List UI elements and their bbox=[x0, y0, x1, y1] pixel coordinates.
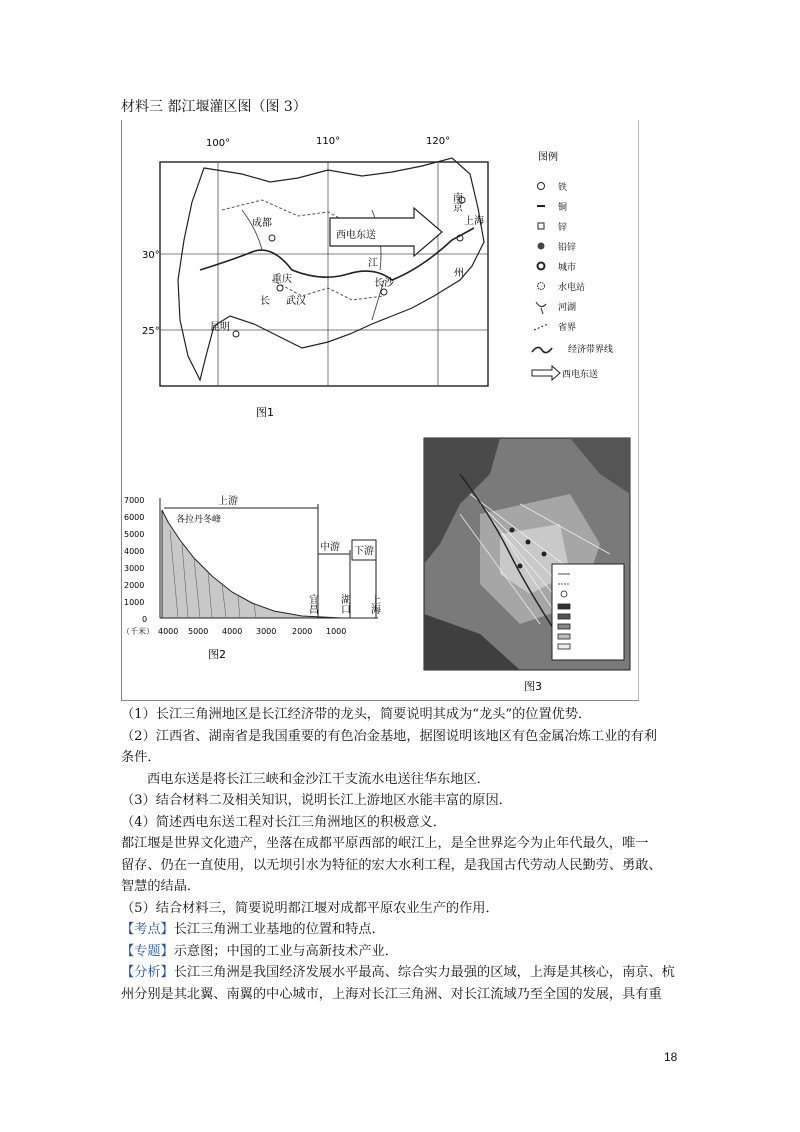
svg-text:河湖: 河湖 bbox=[558, 303, 577, 313]
question-1: （1）长江三角洲地区是长江经济带的龙头，简要说明其成为“龙头”的位置优势． bbox=[121, 707, 592, 722]
fenxi-text: 长江三角洲是我国经济发展水平最高、综合实力最强的区域，上海是其核心，南京、杭 bbox=[173, 965, 675, 980]
svg-text:西电东送: 西电东送 bbox=[562, 370, 599, 380]
svg-text:铜: 铜 bbox=[558, 203, 568, 213]
place-chang: 长 bbox=[260, 296, 270, 307]
svg-text:3000: 3000 bbox=[256, 627, 277, 636]
legend-item-copper bbox=[537, 201, 567, 213]
legend-item-province-border bbox=[534, 321, 576, 333]
material-paragraph-line-1: 都江堰是世界文化遗产，坐落在成都平原西部的岷江上，是全世界迄今为止年代最久，唯一 bbox=[121, 836, 649, 851]
place-yichang: 宜昌 bbox=[306, 594, 318, 614]
fenxi-line-2: 州分别是其北翼、南翼的中心城市，上海对长江三角洲、对长江流域乃至全国的发展，具有重 bbox=[121, 986, 662, 1002]
legend-item-hydropower bbox=[538, 281, 586, 293]
lon-label-100: 100° bbox=[206, 138, 231, 149]
lat-label-30: 30° bbox=[142, 250, 160, 261]
svg-text:经济带界线: 经济带界线 bbox=[568, 345, 614, 355]
question-2-line-2: 条件． bbox=[121, 750, 161, 765]
place-shanghai-profile: 上海 bbox=[368, 594, 380, 614]
arrow-label: 西电东送 bbox=[336, 230, 376, 241]
page-number: 18 bbox=[664, 1050, 678, 1064]
svg-text:城市: 城市 bbox=[558, 263, 577, 273]
place-kunming: 昆明 bbox=[210, 322, 230, 333]
lon-label-110: 110° bbox=[316, 136, 341, 147]
place-zhou: 州 bbox=[454, 268, 464, 279]
figure-block bbox=[121, 120, 639, 701]
city-marker bbox=[277, 285, 283, 291]
city-marker bbox=[269, 235, 275, 241]
place-jiang: 江 bbox=[368, 258, 378, 269]
legend-item-lead-zinc bbox=[538, 241, 577, 253]
zhuanti-text: 示意图；中国的工业与高新技术产业． bbox=[173, 943, 398, 959]
lat-label-25: 25° bbox=[142, 326, 160, 337]
svg-text:6000: 6000 bbox=[124, 513, 145, 522]
segment-middle: 中游 bbox=[320, 542, 340, 553]
peak-label: 各拉丹冬峰 bbox=[176, 515, 222, 525]
tributary bbox=[242, 210, 262, 250]
svg-text:3000: 3000 bbox=[124, 564, 145, 573]
legend-item-zinc bbox=[538, 221, 567, 233]
place-chengdu: 成都 bbox=[252, 218, 272, 229]
material-intro: 西电东送是将长江三峡和金沙江干支流水电送往华东地区． bbox=[147, 771, 490, 787]
legend-item-river-lake bbox=[536, 301, 576, 314]
svg-text:4000: 4000 bbox=[158, 627, 179, 636]
place-chongqing: 重庆 bbox=[272, 274, 292, 285]
legend-item-city bbox=[538, 261, 577, 273]
material-paragraph-line-2: 留存、仍在一直使用，以无坝引水为特征的宏大水利工程，是我国古代劳动人民勤劳、勇敢、 bbox=[121, 857, 662, 873]
svg-text:2000: 2000 bbox=[292, 627, 313, 636]
kaodian-tag: 【考点】 bbox=[121, 922, 174, 937]
place-shanghai: 上海 bbox=[464, 216, 484, 227]
figure2-caption: 图2 bbox=[208, 648, 226, 660]
question-5: （5）结合材料三，简要说明都江堰对成都平原农业生产的作用． bbox=[121, 900, 499, 916]
x-axis-ticks bbox=[122, 626, 346, 636]
svg-text:铅锌: 铅锌 bbox=[558, 243, 577, 253]
svg-text:5000: 5000 bbox=[124, 530, 145, 539]
svg-text:（千米）: （千米） bbox=[122, 627, 154, 636]
place-wuhan: 武汉 bbox=[286, 296, 306, 307]
svg-text:锌: 锌 bbox=[558, 223, 568, 233]
svg-text:4000: 4000 bbox=[124, 547, 145, 556]
segment-lower: 下游 bbox=[354, 546, 374, 557]
svg-text:1000: 1000 bbox=[326, 627, 347, 636]
zhuanti-line bbox=[121, 941, 681, 963]
svg-text:水电站: 水电站 bbox=[558, 283, 586, 293]
place-hukou: 湖口 bbox=[338, 594, 350, 614]
city-marker bbox=[381, 289, 387, 295]
svg-text:2000: 2000 bbox=[124, 581, 145, 590]
page-title: 材料三 都江堰灌区图（图 3） bbox=[121, 99, 307, 115]
legend-item-economic-belt-border bbox=[532, 343, 613, 355]
svg-text:7000: 7000 bbox=[124, 496, 145, 505]
kaodian-text: 长江三角洲工业基地的位置和特点． bbox=[173, 922, 385, 937]
question-text bbox=[121, 704, 681, 1005]
zhuanti-tag: 【专题】 bbox=[121, 943, 174, 959]
legend-item-west-east-power bbox=[532, 366, 598, 380]
city-marker bbox=[233, 331, 239, 337]
river-profile-figure bbox=[122, 470, 422, 660]
map-figure bbox=[122, 120, 638, 420]
svg-text:4000: 4000 bbox=[222, 627, 243, 636]
svg-text:铁: 铁 bbox=[558, 183, 568, 193]
kaodian-line bbox=[121, 919, 681, 941]
place-nanjing: 南京 bbox=[450, 192, 462, 212]
svg-text:0: 0 bbox=[142, 615, 148, 624]
segment-upper: 上游 bbox=[218, 496, 238, 507]
irrigation-figure bbox=[420, 434, 634, 700]
svg-text:省界: 省界 bbox=[558, 323, 577, 333]
material-paragraph-line-3: 智慧的结晶． bbox=[121, 879, 201, 894]
question-3: （3）结合材料二及相关知识，说明长江上游地区水能丰富的原因． bbox=[121, 793, 512, 808]
lon-label-120: 120° bbox=[426, 136, 451, 147]
legend-title: 图例 bbox=[538, 152, 558, 163]
question-2-line-1: （2）江西省、湖南省是我国重要的有色冶金基地，据图说明该地区有色金属冶炼工业的有利 bbox=[121, 728, 657, 744]
question-4: （4）简述西电东送工程对长江三角洲地区的积极意义． bbox=[121, 814, 446, 830]
fenxi-line-1 bbox=[121, 962, 681, 984]
figure3-caption: 图3 bbox=[524, 680, 542, 693]
svg-text:1000: 1000 bbox=[124, 598, 145, 607]
y-axis-ticks bbox=[124, 496, 147, 624]
legend-item-iron bbox=[538, 181, 568, 193]
place-changsha: 长沙 bbox=[374, 278, 394, 289]
svg-text:5000: 5000 bbox=[188, 627, 209, 636]
figure1-caption: 图1 bbox=[256, 406, 274, 419]
fenxi-tag: 【分析】 bbox=[121, 965, 174, 980]
